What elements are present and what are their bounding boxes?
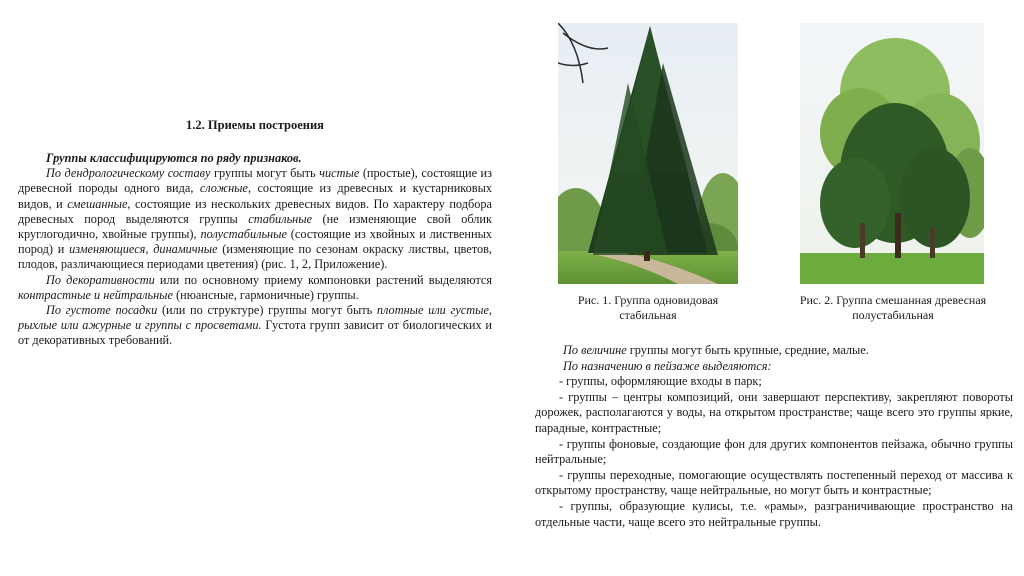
paragraph-density: По густоте посадки (или по структуре) группы могут быть плотные или густые, рыхлые или ажурные и группы с просветами. Густота групп зависит от биологических и от декоративных требований. [18,303,492,348]
left-column [18,118,492,349]
mixed-group-image [800,23,984,284]
list-item: - группы, образующие кулисы, т.е. «рамы», разграничивающие пространство на отдельные части, чаще всего это нейтральные группы. [535,498,1013,529]
figure-1-caption: Рис. 1. Группа одновидовая стабильная [577,293,719,322]
right-column [535,343,1013,530]
paragraph-purpose: По назначению в пейзаже выделяются: [563,358,772,373]
list-item: - группы – центры композиций, они завершают перспективу, закрепляют повороты дорожек, располагаются у воды, на открытом пространстве; чаще всего это группы яркие, парадные, контрастные; [535,389,1013,435]
list-item: - группы, оформляющие входы в парк; [559,374,762,389]
figure-2-photo [800,23,984,284]
paragraph-decorativeness: По декоративности или по основному приему компоновки растений выделяются контрастные и нейтральные (нюансные, гармоничные) группы. [18,272,492,302]
paragraph-size: По величине группы могут быть крупные, средние, малые. [563,343,869,357]
intro-line: Группы классифицируются по ряду признаков. [46,151,302,165]
term-dendrological: По дендрологическому составу [46,166,211,181]
figure-1-photo [558,23,738,284]
figure-2-caption: Рис. 2. Группа смешанная древесная полустабильная [799,293,987,322]
spruce-group-image [558,23,738,284]
list-item: - группы переходные, помогающие осуществлять постепенный переход от массива к открытому пространству, чаще нейтральные, но могут быть и контрастные; [535,467,1013,498]
section-heading: 1.2. Приемы построения [186,118,324,132]
list-item: - группы фоновые, создающие фон для других компонентов пейзажа, обычно группы нейтральные; [535,436,1013,467]
paragraph-dendrological: По дендрологическому составу группы могут быть чистые (простые), состоящие из древесной породы одного вида, сложные, состоящие из древесных и кустарниковых видов, и смешанные, состоящие из нескольких древесных видов. По характеру подбора древесных пород выделяются группы стабильные (не изменяющие свой облик круглогодично, хвойные группы), полустабильные (состоящие из хвойных и лиственных пород) и изменяющиеся, динамичные (изменяющие по сезонам окраску листвы, цветов, плодов, различающиеся периодами цветения) (рис. 1, 2, Приложение). [18,166,492,272]
